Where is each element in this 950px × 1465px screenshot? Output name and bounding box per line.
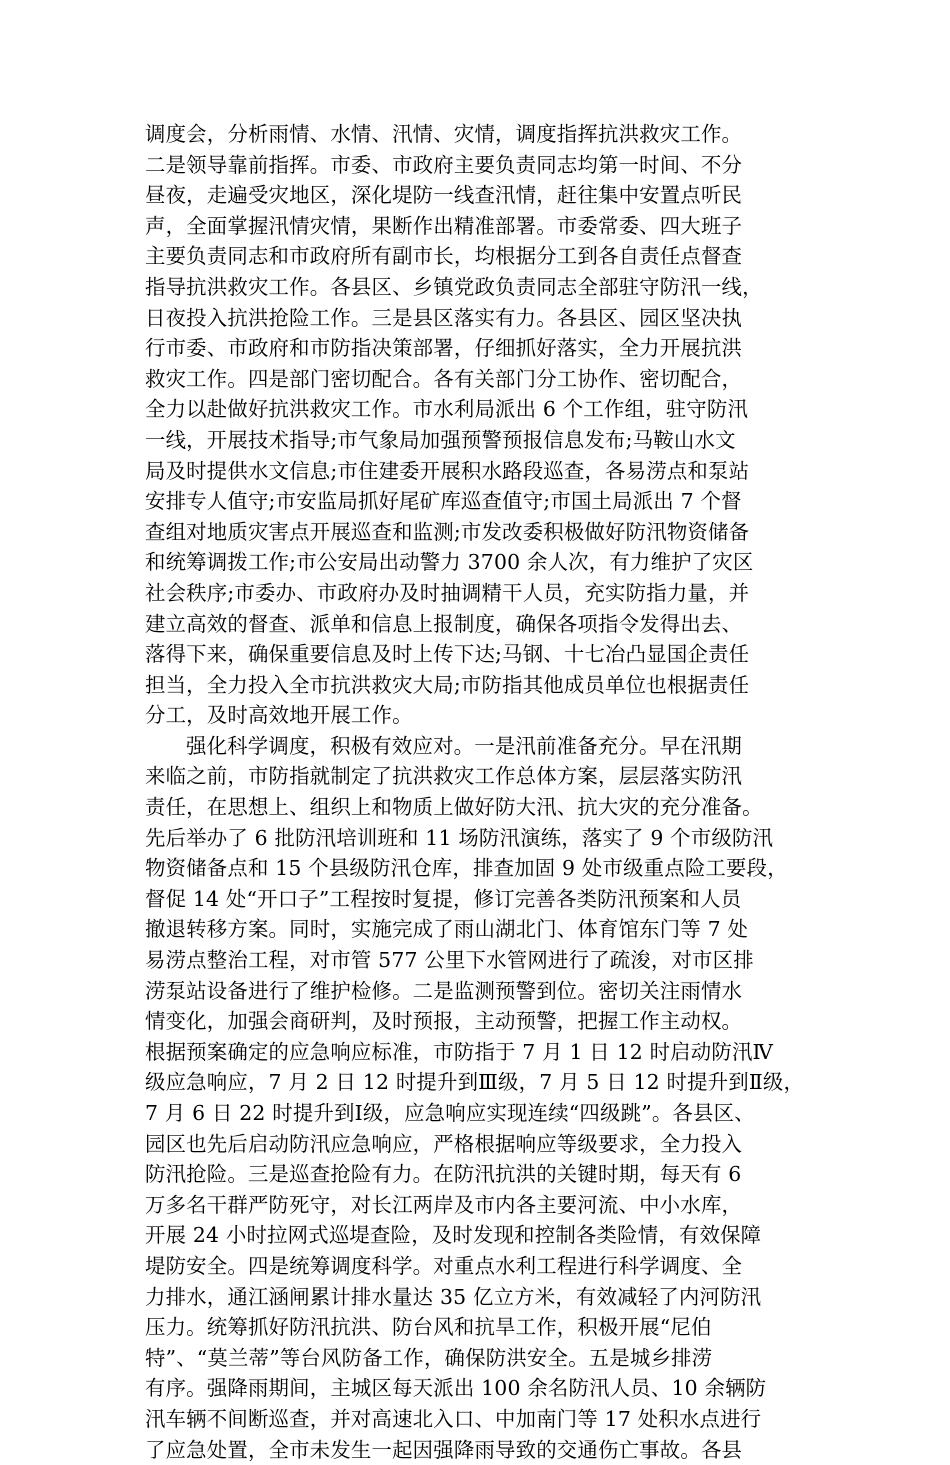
text-line: 园区也先后启动防汛应急响应，严格根据响应等级要求，全力投入 (145, 1131, 743, 1156)
text-line: 建立高效的督查、派单和信息上报制度，确保各项指令发得出去、 (145, 611, 743, 636)
text-line: 情变化，加强会商研判，及时预报，主动预警，把握工作主动权。 (145, 1009, 743, 1034)
text-line: 担当，全力投入全市抗洪救灾大局;市防指其他成员单位也根据责任 (145, 672, 750, 697)
text-line: 落得下来，确保重要信息及时上传下达;马钢、十七冶凸显国企责任 (145, 642, 750, 667)
text-line: 了应急处置，全市未发生一起因强降雨导致的交通伤亡事故。各县 (145, 1437, 743, 1462)
paragraph-2 (145, 731, 825, 1465)
text-line: 堤防安全。四是统筹调度科学。对重点水利工程进行科学调度、全 (145, 1253, 743, 1278)
text-line: 日夜投入抗洪抢险工作。三是县区落实有力。各县区、园区坚决执 (145, 305, 743, 330)
text-line: 分工，及时高效地开展工作。 (145, 703, 413, 728)
text-line: 社会秩序;市委办、市政府办及时抽调精干人员，充实防指力量，并 (145, 580, 750, 605)
text-line: 汛车辆不间断巡查，并对高速北入口、中加南门等 17 处积水点进行 (145, 1406, 762, 1431)
text-line: 先后举办了 6 批防汛培训班和 11 场防汛演练，落实了 9 个市级防汛 (145, 825, 774, 850)
text-line: 安排专人值守;市安监局抓好尾矿库巡查值守;市国土局派出 7 个督 (145, 489, 742, 514)
text-line: 有序。强降雨期间，主城区每天派出 100 余名防汛人员、10 余辆防 (145, 1376, 767, 1401)
text-line: 根据预案确定的应急响应标准，市防指于 7 月 1 日 12 时启动防汛Ⅳ (145, 1039, 774, 1064)
text-line: 涝泵站设备进行了维护检修。二是监测预警到位。密切关注雨情水 (145, 978, 743, 1003)
text-line: 开展 24 小时拉网式巡堤查险，及时发现和控制各类险情，有效保障 (145, 1223, 762, 1248)
text-line: 撤退转移方案。同时，实施完成了雨山湖北门、体育馆东门等 7 处 (145, 917, 749, 942)
text-line: 督促 14 处“开口子”工程按时复提，修订完善各类防汛预案和人员 (145, 886, 742, 911)
text-line: 力排水，通江涵闸累计排水量达 35 亿立方米，有效减轻了内河防汛 (145, 1284, 762, 1309)
text-line: 压力。统筹抓好防汛抗洪、防台风和抗旱工作，积极开展“尼伯 (145, 1315, 712, 1340)
text-line: 责任，在思想上、组织上和物质上做好防大汛、抗大灾的充分准备。 (145, 795, 763, 820)
text-line: 全力以赴做好抗洪救灾工作。市水利局派出 6 个工作组，驻守防汛 (145, 397, 749, 422)
text-line: 行市委、市政府和市防指决策部署，仔细抓好落实，全力开展抗洪 (145, 336, 743, 361)
text-line: 级应急响应，7 月 2 日 12 时提升到Ⅲ级，7 月 5 日 12 时提升到Ⅱ级， (145, 1070, 805, 1095)
text-line: 强化科学调度，积极有效应对。一是汛前准备充分。早在汛期 (186, 733, 742, 758)
text-line: 主要负责同志和市政府所有副市长，均根据分工到各自责任点督查 (145, 244, 743, 269)
text-line: 二是领导靠前指挥。市委、市政府主要负责同志均第一时间、不分 (145, 152, 743, 177)
paragraph-1 (145, 119, 825, 731)
text-line: 物资储备点和 15 个县级防汛仓库，排查加固 9 处市级重点险工要段， (145, 856, 788, 881)
text-line: 调度会，分析雨情、水情、汛情、灾情，调度指挥抗洪救灾工作。 (145, 122, 743, 146)
text-line: 局及时提供水文信息;市住建委开展积水路段巡查，各易涝点和泵站 (145, 458, 750, 483)
text-line: 昼夜，走遍受灾地区，深化堤防一线查汛情，赶往集中安置点听民 (145, 183, 743, 208)
text-line: 万多名干群严防死守，对长江两岸及市内各主要河流、中小水库， (145, 1192, 743, 1217)
text-line: 特”、“莫兰蒂”等台风防备工作，确保防洪安全。五是城乡排涝 (145, 1345, 713, 1370)
document-page (145, 119, 825, 1465)
text-line: 救灾工作。四是部门密切配合。各有关部门分工协作、密切配合， (145, 366, 743, 391)
text-line: 和统筹调拨工作;市公安局出动警力 3700 余人次，有力维护了灾区 (145, 550, 754, 575)
text-line: 易涝点整治工程，对市管 577 公里下水管网进行了疏浚，对市区排 (145, 948, 754, 973)
text-line: 查组对地质灾害点开展巡查和监测;市发改委积极做好防汛物资储备 (145, 519, 750, 544)
text-line: 来临之前，市防指就制定了抗洪救灾工作总体方案，层层落实防汛 (145, 764, 743, 789)
text-line: 7 月 6 日 22 时提升到Ⅰ级，应急响应实现连续“四级跳”。各县区、 (145, 1101, 755, 1125)
text-line: 防汛抢险。三是巡查抢险有力。在防汛抗洪的关键时期，每天有 6 (145, 1162, 742, 1187)
text-line: 声，全面掌握汛情灾情，果断作出精准部署。市委常委、四大班子 (145, 213, 743, 238)
text-line: 指导抗洪救灾工作。各县区、乡镇党政负责同志全部驻守防汛一线， (145, 274, 763, 299)
text-line: 一线，开展技术指导;市气象局加强预警预报信息发布;马鞍山水文 (145, 427, 736, 452)
